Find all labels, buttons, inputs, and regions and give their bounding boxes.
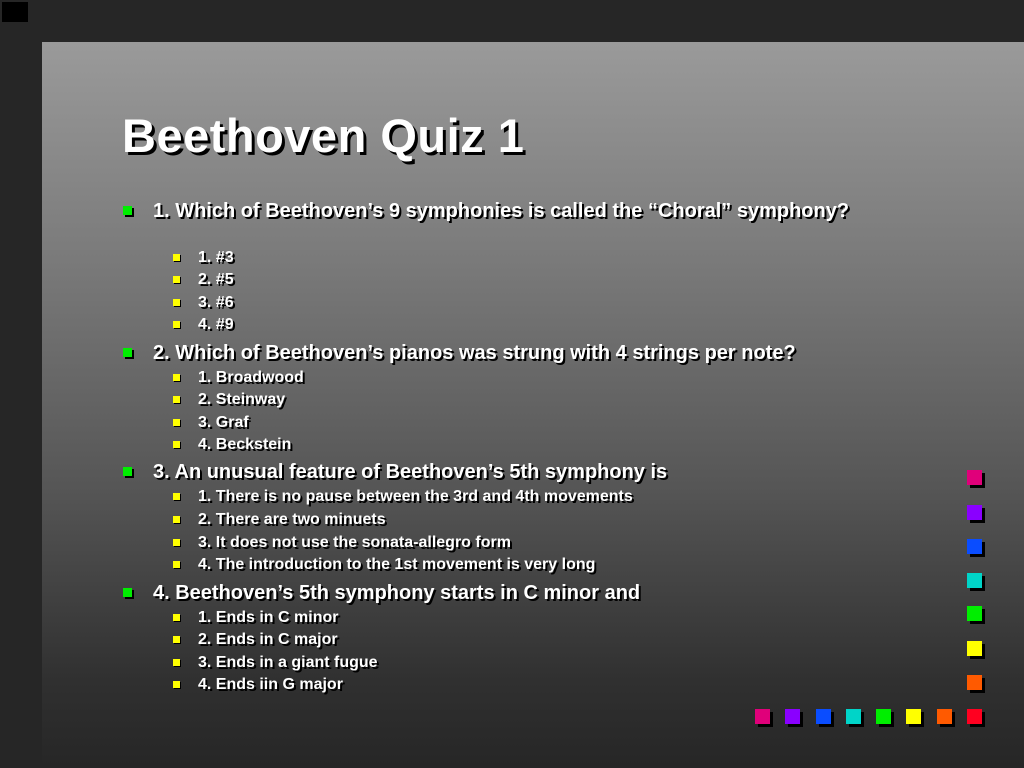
option-text: 4. #9 — [198, 316, 234, 333]
decor-square-icon — [967, 709, 982, 724]
option-text: 4. The introduction to the 1st movement is very long — [198, 556, 596, 573]
option-text: 2. Ends in C major — [198, 631, 338, 648]
decor-square-icon — [967, 606, 982, 621]
option-text: 3. Graf — [198, 414, 249, 431]
question-3 — [153, 461, 873, 484]
question-4-text: 4. Beethoven’s 5th symphony starts in C minor and — [153, 582, 641, 604]
question-1-option-3 — [198, 293, 818, 313]
question-2 — [153, 342, 873, 365]
decor-square-icon — [967, 505, 982, 520]
question-2-text: 2. Which of Beethoven’s pianos was strung with 4 strings per note? — [153, 342, 796, 364]
option-bullet-icon — [173, 254, 180, 261]
decor-square-icon — [967, 573, 982, 588]
question-3-option-4 — [198, 555, 818, 575]
question-3-option-2 — [198, 510, 818, 530]
option-bullet-icon — [173, 374, 180, 381]
option-bullet-icon — [173, 493, 180, 500]
decor-square-icon — [906, 709, 921, 724]
option-text: 2. There are two minuets — [198, 511, 386, 528]
option-bullet-icon — [173, 396, 180, 403]
option-bullet-icon — [173, 614, 180, 621]
option-bullet-icon — [173, 441, 180, 448]
option-text: 3. #6 — [198, 294, 234, 311]
option-text: 3. It does not use the sonata-allegro form — [198, 534, 511, 551]
option-bullet-icon — [173, 321, 180, 328]
decor-square-icon — [967, 641, 982, 656]
option-bullet-icon — [173, 561, 180, 568]
option-bullet-icon — [173, 419, 180, 426]
decor-square-icon — [967, 539, 982, 554]
question-bullet-icon — [123, 206, 132, 215]
question-4-option-2 — [198, 630, 818, 650]
option-text: 1. #3 — [198, 249, 234, 266]
question-1-option-4 — [198, 315, 818, 335]
option-text: 2. #5 — [198, 271, 234, 288]
decor-square-icon — [755, 709, 770, 724]
option-bullet-icon — [173, 681, 180, 688]
decor-square-icon — [816, 709, 831, 724]
decor-square-icon — [876, 709, 891, 724]
option-bullet-icon — [173, 659, 180, 666]
decor-square-icon — [967, 470, 982, 485]
decor-square-icon — [846, 709, 861, 724]
question-1 — [153, 200, 873, 223]
option-bullet-icon — [173, 636, 180, 643]
option-bullet-icon — [173, 516, 180, 523]
option-text: 4. Beckstein — [198, 436, 292, 453]
option-text: 1. There is no pause between the 3rd and 4th movements — [198, 488, 633, 505]
decor-square-icon — [937, 709, 952, 724]
question-1-text: 1. Which of Beethoven’s 9 symphonies is called the “Choral” symphony? — [153, 200, 850, 222]
option-bullet-icon — [173, 276, 180, 283]
question-bullet-icon — [123, 467, 132, 476]
question-1-option-1 — [198, 248, 818, 268]
option-text: 2. Steinway — [198, 391, 286, 408]
question-1-option-2 — [198, 270, 818, 290]
question-3-text: 3. An unusual feature of Beethoven’s 5th symphony is — [153, 461, 668, 483]
decor-square-icon — [785, 709, 800, 724]
question-4-option-4 — [198, 675, 818, 695]
decor-square-icon — [967, 675, 982, 690]
slide-title: Beethoven Quiz 1 — [122, 109, 525, 162]
option-bullet-icon — [173, 299, 180, 306]
question-2-option-1 — [198, 368, 818, 388]
option-text: 1. Broadwood — [198, 369, 304, 386]
question-2-option-4 — [198, 435, 818, 455]
option-text: 1. Ends in C minor — [198, 609, 339, 626]
question-4-option-3 — [198, 653, 818, 673]
question-bullet-icon — [123, 588, 132, 597]
option-text: 4. Ends iin G major — [198, 676, 343, 693]
option-text: 3. Ends in a giant fugue — [198, 654, 378, 671]
question-2-option-2 — [198, 390, 818, 410]
question-3-option-3 — [198, 533, 818, 553]
question-4-option-1 — [198, 608, 818, 628]
question-bullet-icon — [123, 348, 132, 357]
question-2-option-3 — [198, 413, 818, 433]
option-bullet-icon — [173, 539, 180, 546]
corner-block — [2, 2, 28, 22]
question-3-option-1 — [198, 487, 818, 507]
question-4 — [153, 582, 873, 605]
